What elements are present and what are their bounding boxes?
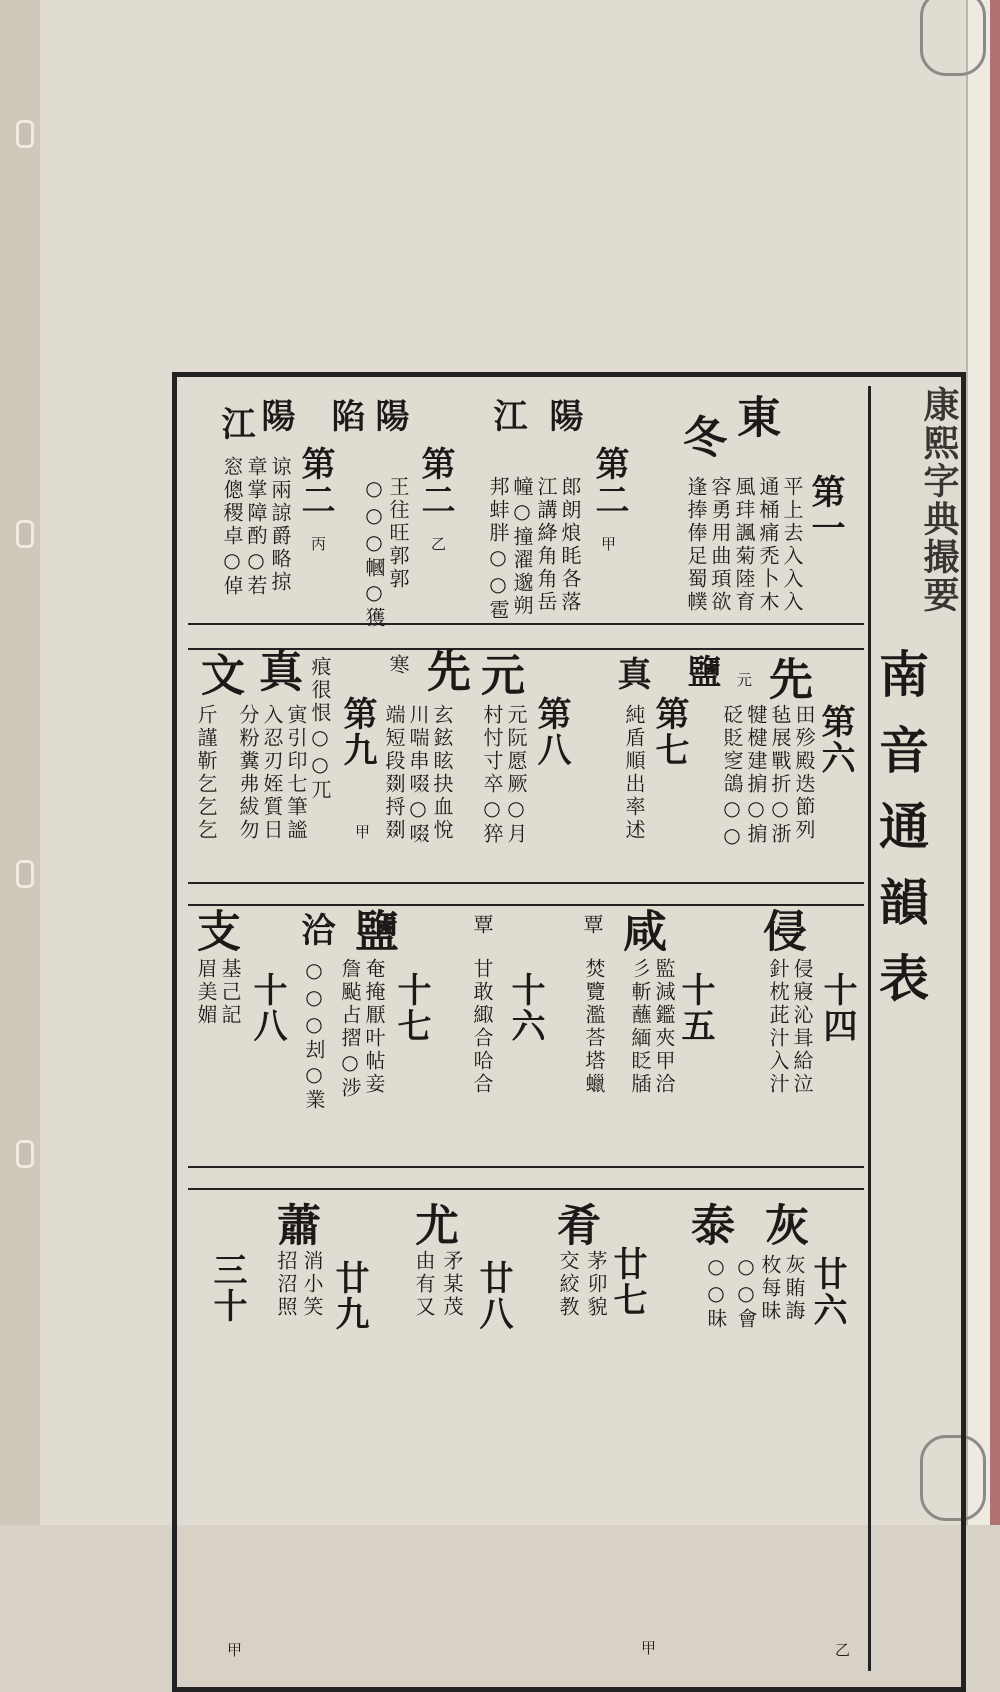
rime-main-char: 尤: [407, 1202, 458, 1248]
group-heading: 廿六: [807, 1256, 847, 1328]
group-heading: 十四: [817, 972, 857, 1044]
rime-line: 幢○撞濯邈朔: [510, 476, 534, 618]
group-heading: 十五: [675, 972, 715, 1044]
group-tag: 甲: [639, 1640, 657, 1657]
rime-line: 田殄殿迭節列: [792, 704, 816, 842]
binding-stitch: [16, 520, 34, 548]
group-heading: 三十: [207, 1252, 247, 1324]
row-divider: [188, 904, 864, 906]
rime-line: 章掌障酌○若: [244, 456, 268, 598]
group-tag: 乙: [429, 536, 447, 553]
table-body: [188, 386, 864, 1671]
group-heading: 第一: [805, 474, 845, 546]
group-heading: 廿八: [473, 1260, 513, 1332]
binding-stitch: [16, 120, 34, 148]
rime-line: 通桶痛禿卜木: [756, 476, 780, 614]
rime-line: 招沼照: [274, 1250, 298, 1319]
rime-main-char: 江: [215, 406, 255, 442]
rime-main-char: 先: [761, 656, 812, 702]
rime-main-char: 侵: [755, 908, 806, 954]
binding-stitch: [16, 1140, 34, 1168]
rime-line: 元阮愿厥○月: [504, 704, 528, 846]
rime-line: 村忖寸卒○猝: [480, 704, 504, 846]
rime-line: 玄鉉眩抉血悅: [430, 704, 454, 842]
table-title: 南音通韻表: [871, 648, 930, 1028]
group-heading: 第七: [649, 696, 689, 768]
rime-line: 侵寢沁咠給泣: [790, 958, 814, 1096]
rime-line: 風玤諷菊陸育: [732, 476, 756, 614]
binding-stitch: [16, 860, 34, 888]
paper-clip-icon: [920, 0, 986, 76]
rime-line: 犍楗建掮○掮: [744, 704, 768, 846]
group-heading: 第二: [295, 446, 335, 518]
group-tag: 甲: [225, 1642, 243, 1659]
rime-line: 彡斬蘸緬眨牐: [628, 958, 652, 1096]
rime-main-char: 灰: [757, 1202, 808, 1248]
rime-line: 分粉糞弗紱勿: [236, 704, 260, 842]
group-tag: 丙: [309, 536, 327, 553]
rime-main-char: 覃: [470, 914, 494, 937]
row-divider: [188, 882, 864, 884]
group-heading: 廿九: [329, 1260, 369, 1332]
rime-main-char: 咸: [615, 908, 666, 954]
rime-main-char: 陽: [369, 398, 409, 434]
rime-line: 焚覽濫荅塔蠟: [582, 958, 606, 1096]
rime-main-char: 支: [189, 908, 240, 954]
row-divider: [188, 623, 864, 625]
rime-line: 純盾順出率述: [622, 704, 646, 842]
rime-line: 毡展戰折○浙: [768, 704, 792, 846]
rime-line: 消小笑: [300, 1250, 324, 1319]
rime-line: 逢捧俸足蜀幞: [684, 476, 708, 614]
rime-line: 容勇用曲頊欲: [708, 476, 732, 614]
rime-main-char: 鹽: [681, 654, 721, 690]
left-page-edge: [0, 0, 42, 1525]
red-binding-strip: [990, 0, 1000, 1525]
rime-line: ○○昧: [704, 1254, 728, 1331]
rime-line: ○○○幗○獲: [362, 476, 386, 630]
rime-main-char: 蕭: [269, 1202, 320, 1248]
rime-line: 甘敢緅合哈合: [470, 958, 494, 1096]
rime-line: 灰賄誨: [782, 1254, 806, 1323]
group-heading: 第二: [589, 446, 629, 518]
group-heading: 十六: [505, 972, 545, 1044]
group-heading: 第八: [531, 696, 571, 768]
rime-line: 邦蚌胖○○雹: [486, 476, 510, 622]
rime-line: 針枕茈汁入汁: [766, 958, 790, 1096]
rime-line: 谅兩諒爵略掠: [268, 456, 292, 594]
rime-line: 眉美媚: [194, 958, 218, 1027]
rime-line: ○○○刦○業: [302, 958, 326, 1112]
rime-main-char: 冬: [675, 414, 726, 460]
rime-line: ○○會: [734, 1254, 758, 1331]
rime-line: 矛某茂: [440, 1250, 464, 1319]
group-tag: 甲: [599, 536, 617, 553]
rime-main-char: 寒: [386, 654, 410, 677]
rime-main-char: 陽: [543, 398, 583, 434]
rime-main-char: 元: [735, 672, 753, 689]
rime-main-char: 江: [487, 398, 527, 434]
group-heading: 第六: [815, 704, 855, 776]
rime-line: 茅卯貌: [584, 1250, 608, 1319]
rime-main-char: 真: [251, 648, 302, 694]
title-column: [868, 386, 961, 1671]
rime-line: 監減鑑夾甲洽: [652, 958, 676, 1096]
rime-main-char: 元: [473, 652, 524, 698]
rime-main-char: 陽: [255, 398, 295, 434]
rime-line: 平上去入入入: [780, 476, 804, 614]
rime-main-char: 陷: [325, 398, 365, 434]
rime-line: 交絞教: [556, 1250, 580, 1319]
rime-main-char: 覃: [580, 914, 604, 937]
group-heading: 第二: [415, 446, 455, 518]
rime-line: 基己記: [218, 958, 242, 1027]
rime-main-char: 洽: [295, 912, 335, 948]
row-divider: [188, 1188, 864, 1190]
rime-line: 江講絳角角岳: [534, 476, 558, 614]
group-heading: 十七: [391, 972, 431, 1044]
group-tag: 甲: [353, 824, 371, 841]
row-divider: [188, 1166, 864, 1168]
rime-main-char: 先: [419, 648, 470, 694]
rime-line: 痕很恨○○兀: [308, 656, 332, 802]
rime-line: 砭貶窆鴿○○: [720, 704, 744, 850]
group-tag: 乙: [833, 1642, 851, 1659]
group-heading: 十八: [247, 972, 287, 1044]
rime-line: 斤謹靳乞乞乞: [194, 704, 218, 842]
rime-line: 入忍刃姪質日: [260, 704, 284, 842]
rime-main-char: 泰: [683, 1202, 734, 1248]
group-heading: 廿七: [607, 1246, 647, 1318]
book-header: 康熙字典撮要: [918, 386, 960, 614]
rime-line: 窓傯稷卓○倬: [220, 456, 244, 598]
rime-line: 枚每昧: [758, 1254, 782, 1323]
rime-line: 寅引印七筆謐: [284, 704, 308, 842]
rime-main-char: 文: [193, 652, 244, 698]
rime-line: 王往旺郭郭: [386, 476, 410, 591]
rime-line: 端短段剟捋剟: [382, 704, 406, 842]
rime-line: 詹颭占摺○涉: [338, 958, 362, 1100]
group-heading: 第九: [337, 696, 377, 768]
rime-line: 由有又: [412, 1250, 436, 1319]
rime-main-char: 鹽: [347, 908, 398, 954]
rime-line: 奄掩厭叶帖妾: [362, 958, 386, 1096]
rime-main-char: 真: [611, 656, 651, 692]
rime-main-char: 東: [729, 394, 780, 440]
rime-main-char: 肴: [549, 1202, 600, 1248]
rime-line: 川喘串啜○啜: [406, 704, 430, 846]
rime-line: 郎朗烺眊各落: [558, 476, 582, 614]
